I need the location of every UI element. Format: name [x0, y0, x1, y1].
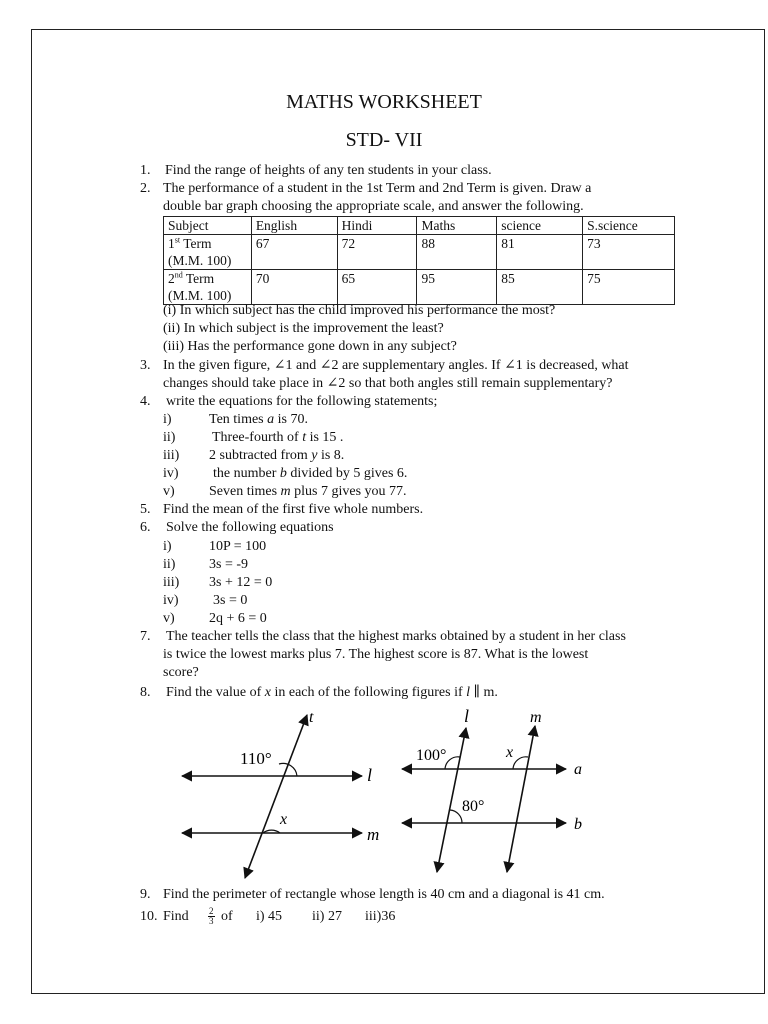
q10-part: iii)36 — [365, 909, 396, 924]
q2-sub-question: (ii) In which subject is the improvement the least? — [163, 321, 444, 336]
q7-text-line3: score? — [163, 665, 199, 680]
q7-text-line1: The teacher tells the class that the highest marks obtained by a student in her class — [166, 629, 626, 644]
q2-text-line2: double bar graph choosing the appropriate scale, and answer the following. — [163, 199, 584, 214]
figure-1 — [182, 709, 379, 878]
q10-find: Find — [163, 909, 189, 924]
q8-text: Find the value of x in each of the following figures if l ∥ m. — [166, 685, 498, 700]
label-l: l — [367, 765, 373, 785]
standard-title: STD- VII — [345, 129, 423, 151]
q5-number: 5. — [140, 502, 151, 517]
label-t: t — [309, 709, 314, 726]
unknown-x-label: x — [506, 744, 514, 761]
term-word: Term — [180, 236, 212, 251]
unknown-x-label: x — [280, 811, 288, 828]
q10-fraction — [205, 906, 218, 928]
table-cell: 65 — [337, 270, 417, 305]
max-marks: (M.M. 100) — [168, 288, 232, 303]
table-cell: 95 — [417, 270, 497, 305]
angle-arc-x2 — [513, 757, 528, 769]
table-cell: 72 — [337, 235, 417, 270]
table-header-cell: Hindi — [337, 217, 417, 235]
term-number: 2 — [168, 271, 175, 286]
table-header-cell: science — [497, 217, 583, 235]
table-cell: 75 — [583, 270, 675, 305]
q4-item-label: iv) — [163, 466, 179, 481]
q6-equation: 10P = 100 — [209, 539, 267, 554]
angle-arc-80 — [450, 810, 462, 823]
q10-part: i) 45 — [256, 909, 283, 924]
angle-label-80: 80° — [462, 798, 485, 815]
q4-item: 2 subtracted from y is 8. — [209, 448, 345, 463]
q3-number: 3. — [140, 358, 151, 373]
q10-number: 10. — [140, 909, 158, 924]
table-cell: 73 — [583, 235, 675, 270]
q6-text: Solve the following equations — [166, 520, 334, 535]
table-header-cell: English — [251, 217, 337, 235]
q4-item: the number b divided by 5 gives 6. — [213, 466, 408, 481]
angle-label-110: 110° — [240, 749, 272, 768]
q4-item: Ten times a is 70. — [209, 412, 308, 427]
q4-number: 4. — [140, 394, 151, 409]
table-cell: 81 — [497, 235, 583, 270]
max-marks: (M.M. 100) — [168, 253, 232, 268]
table-cell: 88 — [417, 235, 497, 270]
q4-item-label: iii) — [163, 448, 180, 463]
q4-item-label: i) — [163, 412, 172, 427]
q7-text-line2: is twice the lowest marks plus 7. The highest score is 87. What is the lowest — [163, 647, 589, 662]
q7-number: 7. — [140, 629, 151, 644]
q8-number: 8. — [140, 685, 151, 700]
q5-text: Find the mean of the first five whole numbers. — [163, 502, 424, 517]
label-a: a — [574, 761, 582, 778]
q4-item-label: v) — [163, 484, 175, 499]
term-superscript: nd — [174, 270, 183, 280]
q4-text: write the equations for the following statements; — [166, 394, 438, 409]
q4-item: Three-fourth of t is 15 . — [212, 430, 344, 445]
label-l: l — [464, 706, 470, 726]
q6-number: 6. — [140, 520, 151, 535]
q6-equation: 3s = -9 — [209, 557, 249, 572]
q2-number: 2. — [140, 181, 151, 196]
q9-number: 9. — [140, 887, 151, 902]
q6-item-label: i) — [163, 539, 172, 554]
q6-equation: 2q + 6 = 0 — [209, 611, 267, 626]
q6-equation: 3s + 12 = 0 — [209, 575, 273, 590]
table-cell: 70 — [251, 270, 337, 305]
table-cell: 67 — [251, 235, 337, 270]
term-number: 1 — [168, 236, 175, 251]
q6-equation: 3s = 0 — [213, 593, 248, 608]
q9-text: Find the perimeter of rectangle whose length is 40 cm and a diagonal is 41 cm. — [163, 887, 605, 902]
q10-of: of — [221, 909, 233, 924]
q6-item-label: ii) — [163, 557, 176, 572]
q2-sub-question: (i) In which subject has the child improved his performance the most? — [163, 303, 556, 318]
q2-text-line1: The performance of a student in the 1st Term and 2nd Term is given. Draw a — [163, 181, 592, 196]
worksheet-title: MATHS WORKSHEET — [286, 91, 482, 113]
table-cell: 85 — [497, 270, 583, 305]
q2-sub-question: (iii) Has the performance gone down in any subject? — [163, 339, 457, 354]
fraction-denominator: 3 — [209, 916, 214, 927]
q3-text-line1: In the given figure, ∠1 and ∠2 are supplementary angles. If ∠1 is decreased, what — [163, 358, 629, 373]
q1-number: 1. — [140, 163, 151, 178]
q4-item-label: ii) — [163, 430, 176, 445]
table-header-cell: Subject — [164, 217, 252, 235]
fraction-numerator: 2 — [209, 906, 214, 917]
figure-2 — [402, 706, 582, 872]
table-header-cell: Maths — [417, 217, 497, 235]
q6-item-label: v) — [163, 611, 175, 626]
label-b: b — [574, 816, 582, 833]
transversal-t — [245, 715, 307, 878]
q10-part: ii) 27 — [312, 909, 342, 924]
q6-item-label: iv) — [163, 593, 179, 608]
table-header-cell: S.science — [583, 217, 675, 235]
q6-item-label: iii) — [163, 575, 180, 590]
q1-text: Find the range of heights of any ten students in your class. — [165, 163, 492, 178]
label-m: m — [367, 825, 380, 844]
term-superscript: st — [174, 235, 181, 245]
label-m: m — [530, 709, 542, 726]
term-word: Term — [182, 271, 215, 286]
q4-item: Seven times m plus 7 gives you 77. — [209, 484, 407, 499]
angle-label-100: 100° — [416, 747, 447, 764]
q3-text-line2: changes should take place in ∠2 so that both angles still remain supplementary? — [163, 376, 613, 391]
